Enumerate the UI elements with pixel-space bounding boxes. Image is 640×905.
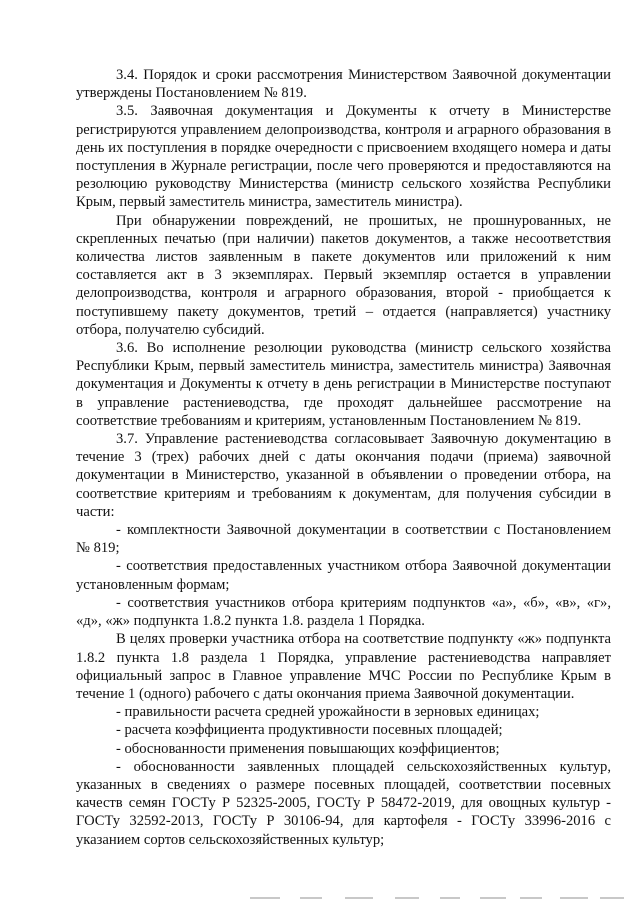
scan-edge-noise — [0, 881, 640, 905]
list-item-coefficients: - обоснованности применения повышающих коэффициентов; — [116, 740, 500, 757]
list-item-completeness: - комплектности Заявочной документации в соответствии с Постановлением № 819; — [76, 522, 611, 557]
list-item-yield: - правильности расчета средней урожайности в зерновых единицах; — [116, 704, 540, 721]
paragraph-3-5: 3.5. Заявочная документация и Документы к отчету в Министерстве регистрируются управлением делопроизводства, контроля и аграрного образования в день их поступления в порядке очередности с присвоением входящего номера и даты поступления в Журнале регистрации, после чего проверяются и предоставляются на резолюцию руководству Министерства (министр сельского хозяйства Республики Крым, первый заместитель министра, заместитель министра). — [76, 103, 611, 211]
paragraph-3-6: 3.6. Во исполнение резолюции руководства (министр сельского хозяйства Республики Крым, первый заместитель министра, заместитель министра) Заявочная документация и Документы к отчету в день регистрации в Министерстве поступают в управление растениеводства, где проходят дальнейшее рассмотрение на соответствие требованиям и критериям, установленным Постановлением № 819. — [76, 340, 611, 429]
paragraph-mchs-request: В целях проверки участника отбора на соответствие подпункту «ж» подпункта 1.8.2 пункта 1.8 раздела 1 Порядка, управление растениеводства направляет официальный запрос в Главное управление МЧС России по Республике Крым в течение 1 (одного) рабочего с даты окончания приема Заявочной документации. — [76, 631, 611, 702]
paragraph-3-4: 3.4. Порядок и сроки рассмотрения Министерством Заявочной документации утверждены Постановлением № 819. — [76, 67, 611, 102]
document-page — [76, 66, 611, 849]
list-item-productivity: - расчета коэффициента продуктивности посевных площадей; — [116, 722, 503, 739]
paragraph-damage-act: При обнаружении повреждений, не прошитых, не прошнурованных, не скрепленных печатью (при наличии) пакетов документов, а также несоответствия количества листов заявленным в пакете документов или приложений к ним составляется акт в 3 экземплярах. Первый экземпляр остается в управлении делопроизводства, контроля и аграрного образования, второй - приобщается к поступившему пакету документов, третий – отдается (направляется) участнику отбора, получателю субсидий. — [76, 212, 611, 338]
list-item-areas: - обоснованности заявленных площадей сельскохозяйственных культур, указанных в сведениях о размере посевных площадей, соответствии посевных качеств семян ГОСТу Р 52325-2005, ГОСТу Р 58472-2019, для овощных культур - ГОСТу 32592-2013, ГОСТу Р 30106-94, для картофеля - ГОСТу 33996-2016 с указанием сортов сельскохозяйственных культур; — [76, 758, 611, 848]
list-item-criteria: - соответствия участников отбора критериям подпунктов «а», «б», «в», «г», «д», «ж» подпункта 1.8.2 пункта 1.8. раздела 1 Порядка. — [76, 594, 611, 630]
paragraph-3-7: 3.7. Управление растениеводства согласовывает Заявочную документацию в течение 3 (трех) рабочих дней с даты окончания подачи (приема) заявочной документации в Министерство, указанной в объявлении о проведении отбора, на соответствие критериям и требованиям к документам, для получения субсидии в части: — [76, 431, 611, 520]
list-item-forms: - соответствия предоставленных участником отбора Заявочной документации установленным формам; — [76, 558, 611, 593]
